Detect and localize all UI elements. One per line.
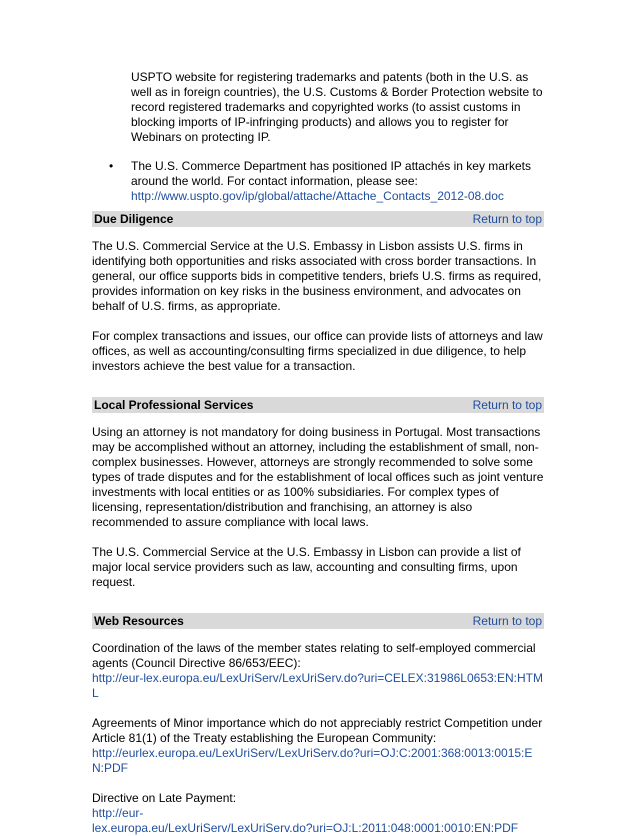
resource-description: Agreements of Minor importance which do not appreciably restrict Competition under Article 81(1) of the Treaty establishing the European Community: <box>92 716 543 745</box>
resource-link[interactable]: http://eurlex.europa.eu/LexUriServ/LexUriServ.do?uri=OJ:C:2001:368:0013:0015:EN:PDF <box>92 746 533 775</box>
attache-contacts-link[interactable]: http://www.uspto.gov/ip/global/attache/Attache_Contacts_2012-08.doc <box>131 189 504 203</box>
section-header-due-diligence <box>92 211 544 227</box>
web-resource-item <box>92 791 544 836</box>
return-to-top-link[interactable]: Return to top <box>472 614 542 628</box>
web-resource-item <box>92 716 544 776</box>
resource-link[interactable]: http://eur-lex.europa.eu/LexUriServ/LexUriServ.do?uri=CELEX:31986L0653:EN:HTML <box>92 671 544 700</box>
paragraph: Using an attorney is not mandatory for doing business in Portugal. Most transactions may be accomplished without an attorney, including the establishment of small, non-complex businesses. However, attorneys are strongly recommended to solve some types of trade disputes and for the establishment of local offices such as joint venture investments with local entities or as 100% subsidiaries. For complex types of licensing, representation/distribution and franchising, an attorney is also recommended to assure compliance with local laws. <box>92 425 544 529</box>
bullet-item <box>92 159 544 204</box>
section-header-local-services <box>92 397 544 413</box>
section-title: Local Professional Services <box>94 398 254 412</box>
continued-bullet-text: USPTO website for registering trademarks and patents (both in the U.S. as well as in foreign countries), the U.S. Customs & Border Protection website to record registered trademarks and copyrighted works (to assist customs in blocking imports of IP-infringing products) and allows you to register for Webinars on protecting IP. <box>131 70 543 144</box>
section-title: Web Resources <box>94 614 184 628</box>
bullet-icon: • <box>109 159 114 173</box>
return-to-top-link[interactable]: Return to top <box>472 212 542 226</box>
resource-link[interactable]: http://eur- <box>92 806 144 820</box>
section-title: Due Diligence <box>94 212 174 226</box>
resource-link[interactable]: lex.europa.eu/LexUriServ/LexUriServ.do?uri=OJ:L:2011:048:0001:0010:EN:PDF <box>92 821 519 835</box>
resource-description: Directive on Late Payment: <box>92 791 237 805</box>
return-to-top-link[interactable]: Return to top <box>472 398 542 412</box>
document-page <box>92 70 544 836</box>
paragraph: The U.S. Commercial Service at the U.S. Embassy in Lisbon assists U.S. firms in identifying both opportunities and risks associated with cross border transactions. In general, our office supports bids in competitive tenders, briefs U.S. firms as required, provides information on key risks in the business environment, and advocates on behalf of U.S. firms, as appropriate. <box>92 239 542 313</box>
paragraph: For complex transactions and issues, our office can provide lists of attorneys and law offices, as well as accounting/consulting firms specialized in due diligence, to help investors achieve the best value for a transaction. <box>92 329 543 373</box>
bullet-text: The U.S. Commerce Department has positioned IP attachés in key markets around the world. For contact information, please see: <box>131 159 531 188</box>
web-resource-item <box>92 641 544 701</box>
paragraph: The U.S. Commercial Service at the U.S. Embassy in Lisbon can provide a list of major local service providers such as law, accounting and consulting firms, upon request. <box>92 545 521 589</box>
section-header-web-resources <box>92 613 544 629</box>
resource-description: Coordination of the laws of the member states relating to self-employed commercial agents (Council Directive 86/653/EEC): <box>92 641 536 670</box>
